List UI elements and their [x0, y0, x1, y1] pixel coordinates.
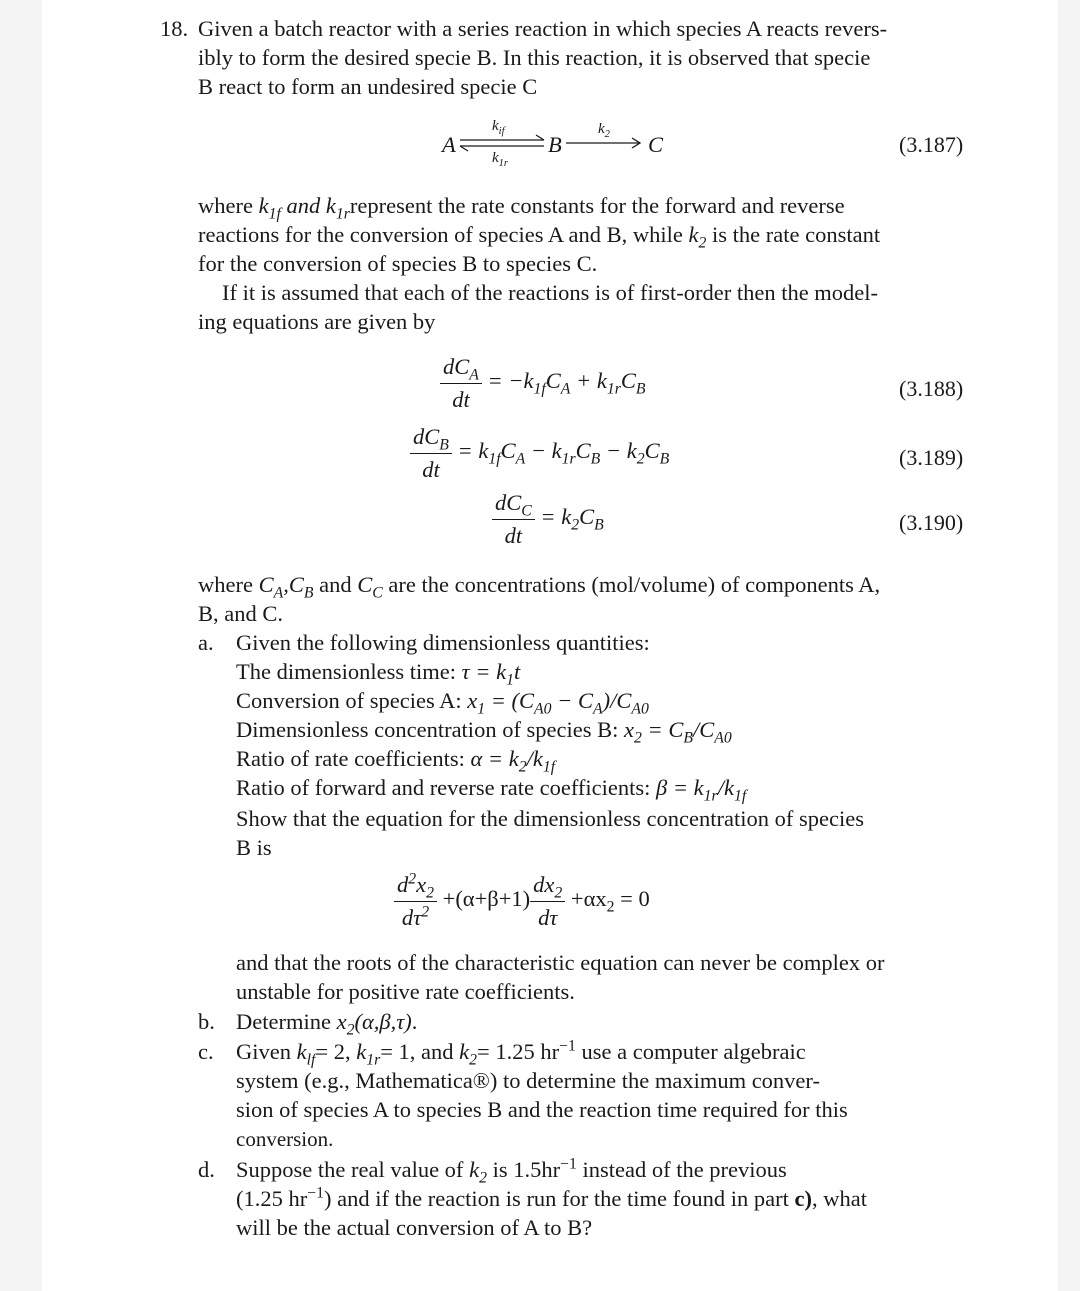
part-c-line-2: system (e.g., Mathematica®) to determine the maximum conver- [236, 1068, 820, 1093]
intro-line-2: ibly to form the desired specie B. In this reaction, it is observed that specie [198, 45, 871, 70]
part-a-line-4: Dimensionless concentration of species B: $x_2 = C_B/C_{A0}$ [236, 717, 732, 747]
part-c-line-4: conversion. [236, 1127, 334, 1151]
where-line-1: where $k_{1f}$ and $k_{1r}represent$ the rate constants for the forward and reverse [198, 193, 845, 223]
part-a-line-1: Given the following dimensionless quantities: [236, 630, 650, 655]
concentrations-line-2: B, and C. [198, 601, 284, 626]
part-c-line-3: sion of species A to species B and the reaction time required for this [236, 1097, 848, 1122]
reaction-scheme [442, 118, 672, 178]
species-b: B [548, 132, 562, 157]
part-d-line-3: will be the actual conversion of A to B? [236, 1215, 593, 1240]
part-b-label: b. [198, 1009, 215, 1034]
part-a-label: a. [198, 630, 214, 655]
forward-arrow-icon [564, 136, 644, 150]
equation-3-190: $\frac{dC_C}{dt}$ = $k_2C_B$ [492, 488, 604, 550]
where-line-5: ing equations are given by [198, 309, 436, 334]
part-d-line-1: Suppose the real value of $k_2$ is $1.5hr^{-1}$ instead of the previous [236, 1155, 787, 1187]
document-page [42, 0, 1058, 1291]
part-a-line-6: Ratio of forward and reverse rate coefficients: $\beta = k_{1r}/k_{1f}$ [236, 775, 747, 805]
k2-label: $k_2$ [598, 121, 610, 140]
where-line-4: If it is assumed that each of the reactions is of first-order then the model- [222, 280, 879, 305]
eq-number-3-189: (3.189) [899, 445, 964, 470]
part-a-line-7: Show that the equation for the dimensionless concentration of species [236, 806, 864, 831]
part-a-line-3: Conversion of species A: $x_1 = (C_{A0} - C_A)/C_{A0}$ [236, 688, 649, 718]
part-d-line-2: (1.25 $hr^{-1}$) and if the reaction is run for the time found in part c), what [236, 1184, 867, 1211]
part-a-line-2: The dimensionless time: $\tau = k_1t$ [236, 659, 521, 689]
k-forward-label: $k_{if}$ [492, 118, 505, 137]
part-a-after-line-1: and that the roots of the characteristic equation can never be complex or [236, 950, 885, 975]
eq-number-3-188: (3.188) [899, 376, 964, 401]
k-reverse-label: $k_{1r}$ [492, 150, 509, 169]
eq-number-3-187: (3.187) [899, 132, 964, 157]
intro-line-3: B react to form an undesired specie C [198, 74, 538, 99]
where-line-3: for the conversion of species B to species C. [198, 251, 598, 276]
part-a-line-5: Ratio of rate coefficients: $\alpha = k_2/k_{1f}$ [236, 746, 556, 776]
part-c-label: c. [198, 1039, 214, 1064]
equation-3-188: $\frac{dC_A}{dt}$ = $-k_{1f}C_A + k_{1r}C_B$ [440, 352, 645, 414]
where-line-2: reactions for the conversion of species A and B, while $k_2$ is the rate constant [198, 222, 881, 252]
dimensionless-ode: $\frac{d^2x_2}{d\tau^2}$ +(α+β+1) $\frac{dx_2}{d\tau}$ $+\alpha x_2 = 0$ [394, 870, 650, 932]
species-c: C [648, 132, 664, 157]
problem-number: 18. [160, 16, 189, 41]
equation-3-189: $\frac{dC_B}{dt}$ = $k_{1f}C_A - k_{1r}C_B - k_2C_B$ [410, 422, 669, 484]
part-a-line-8: B is [236, 835, 272, 860]
intro-line-1: Given a batch reactor with a series reaction in which species A reacts revers- [198, 16, 888, 41]
eq-number-3-190: (3.190) [899, 510, 964, 535]
concentrations-line-1: where $C_A,C_B$ and $C_C$ are the concentrations (mol/volume) of components A, [198, 572, 881, 602]
species-a: A [442, 132, 456, 157]
part-c-line-1: Given $k_{lf}= 2$, $k_{1r}= 1$, and $k_2= 1.25$ $hr^{-1}$ use a computer algebraic [236, 1037, 806, 1069]
part-d-label: d. [198, 1157, 215, 1182]
equilibrium-arrows-icon [458, 132, 548, 154]
part-a-after-line-2: unstable for positive rate coefficients. [236, 979, 575, 1004]
part-b-text: Determine $x_2(\alpha,\beta,\tau)$. [236, 1009, 418, 1039]
